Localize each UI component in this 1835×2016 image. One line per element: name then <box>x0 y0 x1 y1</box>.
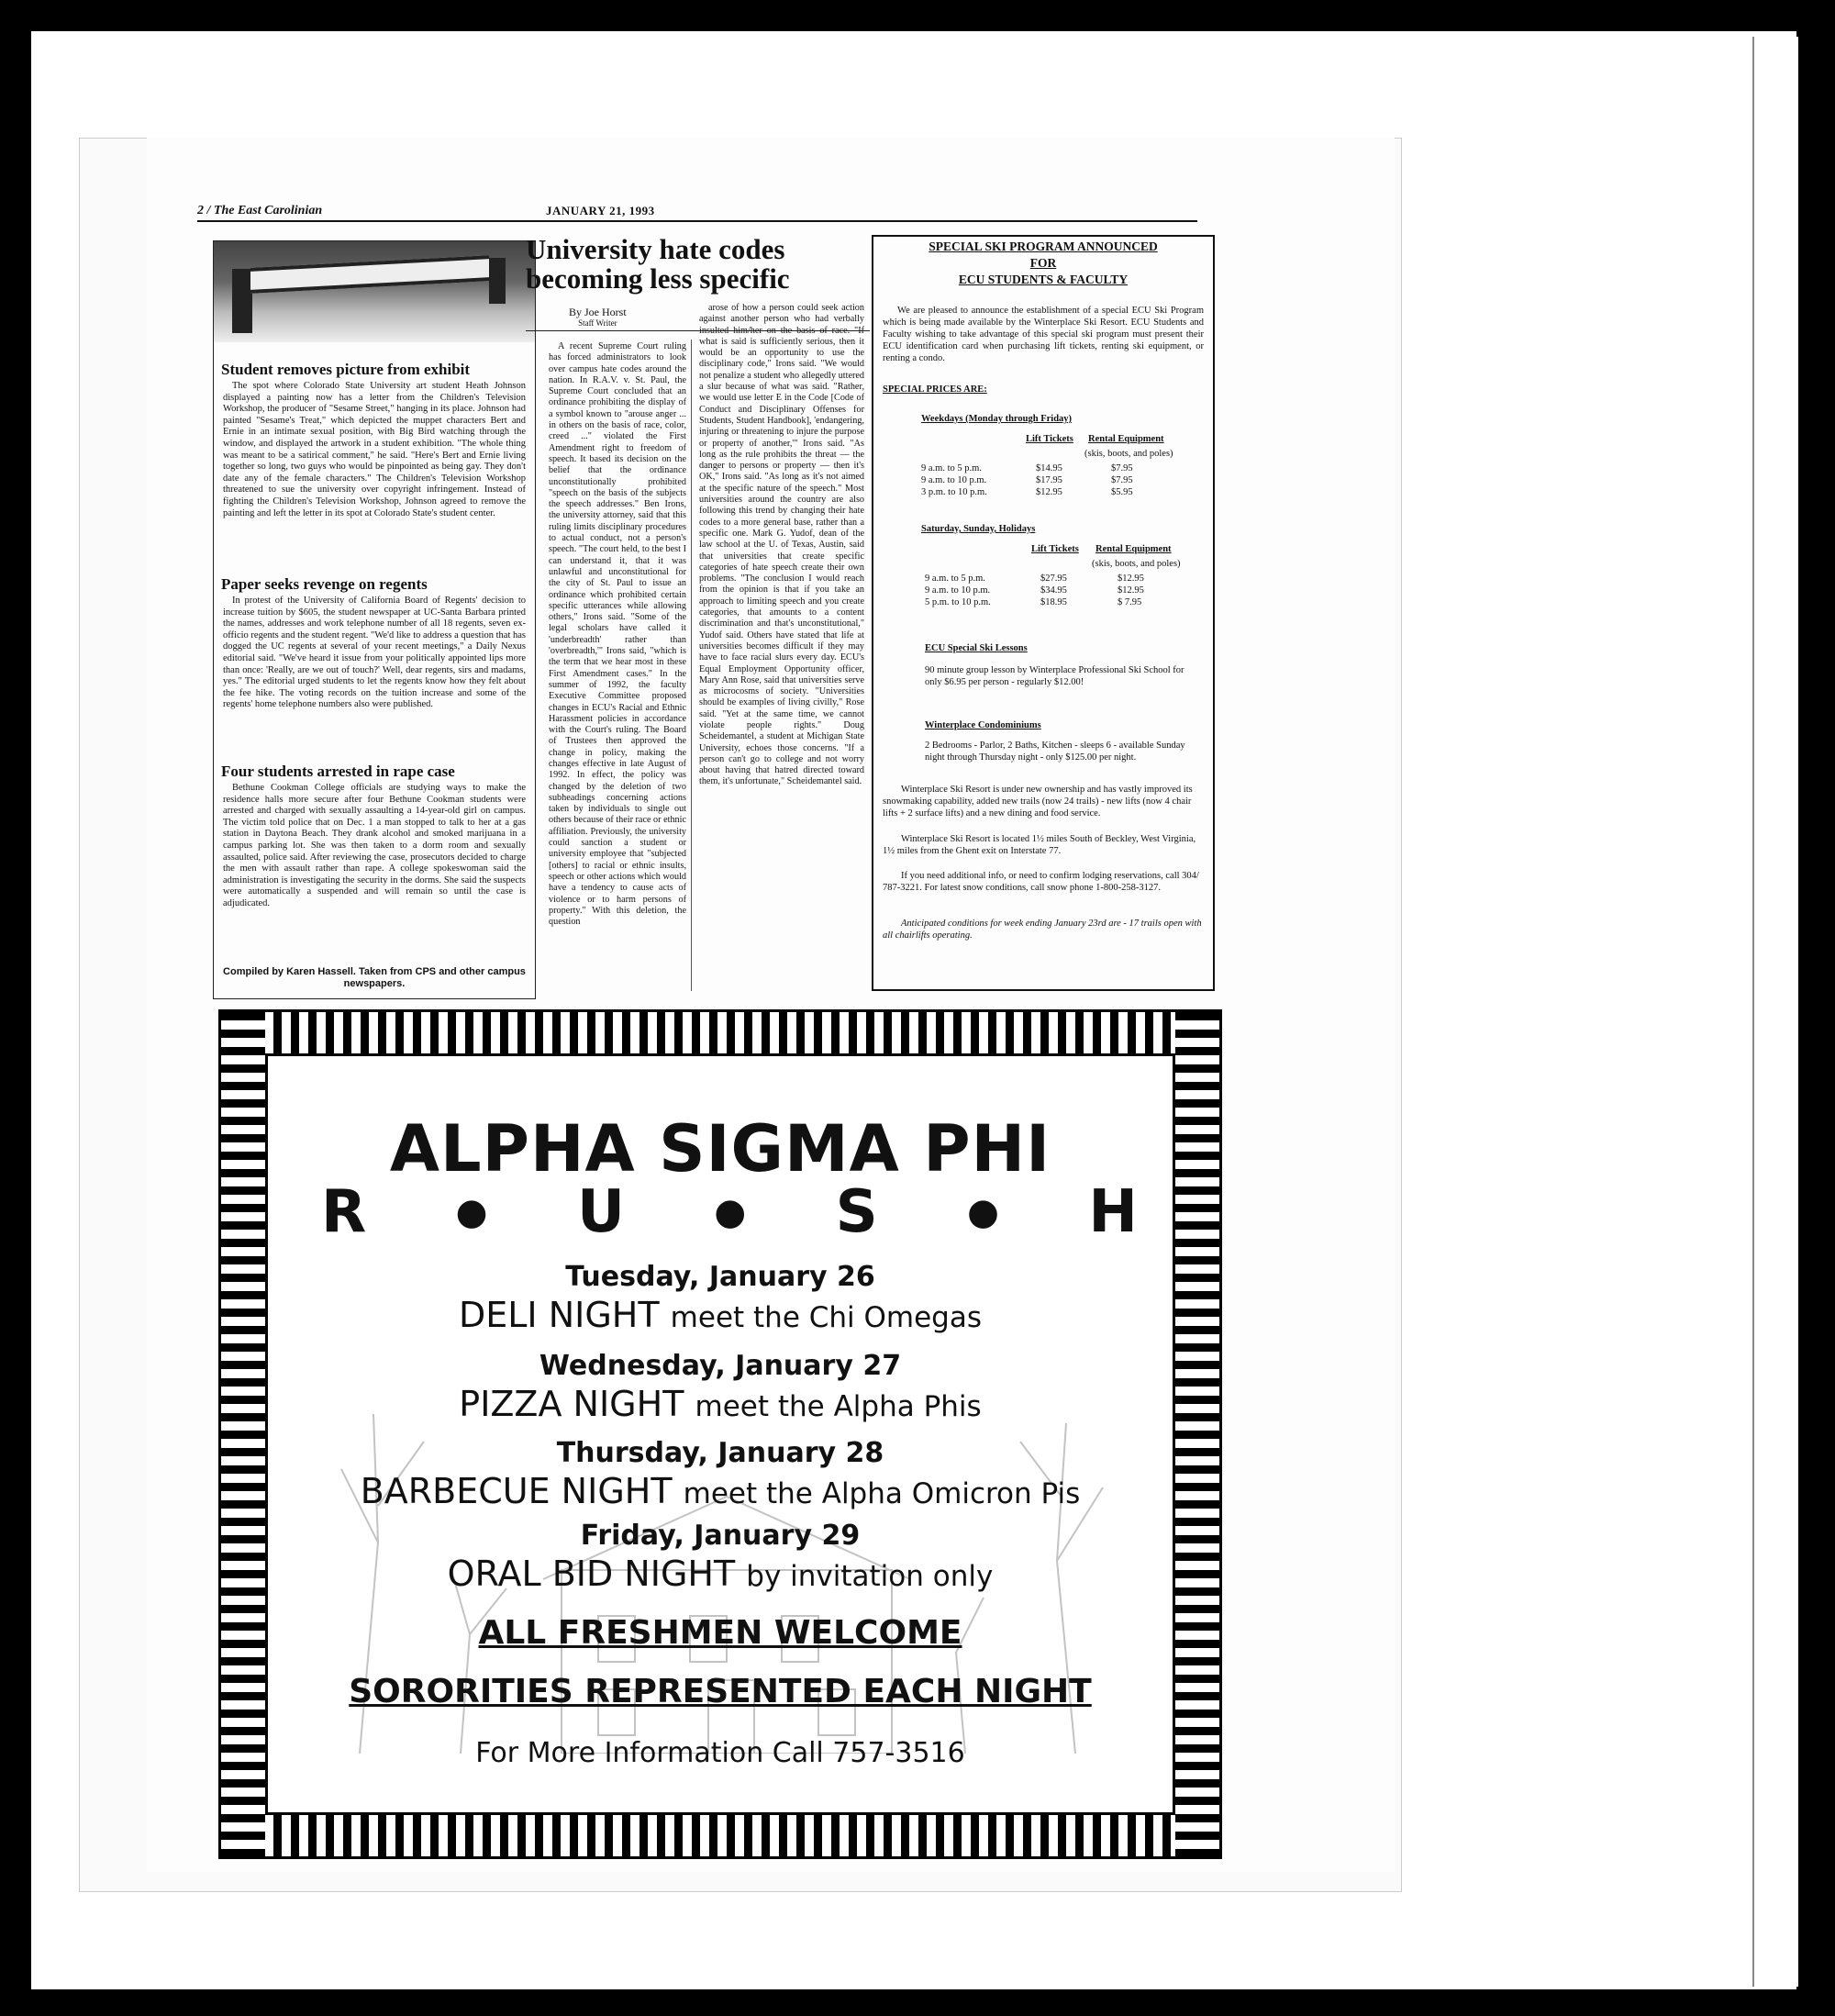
brief-body: In protest of the University of California Board of Regents' decision to increase tuition by $605, the student newspaper at UC-Santa Barbara printed the names, addresses and work telephone number of all 18 regents, seven ex-officio regents and the student regent. "We'd like to address a question that has dogged the UC regents at several of your recent meetings," a Daily Nexus editorial said. "We've heard it issue from your politically appointed lips more than once: 'Really, are we out of touch?' Well, dear regents, sirs and madams, yes." The editorial urged students to let the regents know how they felt about the fee hike. The voting records on the tuition increase and some of the regents' home telephone numbers also were published. <box>223 596 526 710</box>
story-headline: University hate codes becoming less specific <box>526 233 790 295</box>
weekend-rows <box>925 573 1163 608</box>
photo-tower <box>232 269 252 333</box>
folio-date: JANUARY 21, 1993 <box>546 204 655 217</box>
bullet-dot: ● <box>967 1191 1000 1233</box>
ski-paragraph: If you need additional info, or need to confirm lodging reservations, call 304/ 787-3221. For latest snow conditions, call snow phone 1-800-258-3127. <box>883 871 1199 893</box>
ski-intro: We are pleased to announce the establishment of a special ECU Ski Program which is being made available by the Winterplace Ski Resort. ECU Students and Faculty wishing to take advantage of this special ski program must present their ECU identification card when purchasing lift tickets, renting ski equipment, or renting a condo. <box>883 306 1204 363</box>
rush-advertisement <box>218 1009 1222 1859</box>
ad-title: ALPHA SIGMA PHI <box>389 1111 1051 1186</box>
brief-headline: Four students arrested in rape case <box>221 763 455 780</box>
story-column-a: A recent Supreme Court ruling has forced administrators to look over campus hate codes around the nation. In R.A.V. v. St. Paul, the Supreme Court concluded that an ordinance prohibiting the display of a symbol known to "arouse anger ... in others on the basis of race, color, creed ..." violated the First Amendment right to freedom of speech. It based its decision on the belief that the ordinance unconstitutionally prohibited "speech on the basis of the subjects the speech addresses." Ben Irons, the university attorney, said that this ruling limits disciplinary procedures to actual conduct, not a person's speech. "The court held, to the best I can understand it, that it was unlawful and unconstitutional for the city of St. Paul to issue an ordinance which prohibited certain specific utterances while allowing others," Irons said. "Some of the legal scholars have called it 'underbreadth' rather than 'overbreadth,'" Irons said, "which is the term that we hear most in these First Amendment cases." In the summer of 1992, the faculty Executive Committee proposed changes in ECU's Racial and Ethnic Harassment policies in accordance with the Court's ruling. The Board of Trustees then approved the change in policy, making the changes effective in late August of 1992. In effect, the policy was changed by the deletion of two subheadings concerning actions taken by individuals to single out others because of their race or ethnic affiliation. Previously, the university could sanction a student or university employee that "subjected [others] to racial or ethnic insults, speech or other actions which would have a tendency to cause acts of violence or to harm persons of property." With this deletion, the question <box>549 341 686 928</box>
ad-border-stripes <box>221 1012 1219 1053</box>
ski-title <box>873 239 1213 288</box>
col-lift: Lift Tickets <box>1031 544 1079 554</box>
story-column-b: arose of how a person could seek action against another person who had verbally insulted him/her on the basis of race. "If what is said is sufficiently serious, then it would be an opportunity to use the disciplinary code," Irons said. "We would not penalize a student who allegedly uttered a slur because of what was said. "Rather, we would use letter E in the Code [Code of Conduct and Disciplinary Offenses for Students, Student Handbook], 'endangering, injuring or threatening to injure the purpose or property of another,'" Irons said. "As long as the rule prohibits the threat — the danger to persons or property — then it's OK," Irons said. "As long as it's not aimed at the specific nature of the speech." Most universities around the country are also following this trend by changing their hate codes to a more general base, rather than a specific one. Mark G. Yudof, dean of the law school at the U. of Texas, Austin, said that universities that create specific categories of hate speech create their own problems. "The conclusion I would reach from the opinion is that if you take an approach to limiting speech and you create categories, that amounts to a content discrimination and that's unconstitutional," Yudof said. Others have stated that life at universities becomes difficult if they may have to face racial slurs every day. ECU's Equal Employment Opportunity officer, Mary Ann Rose, said that universities serve as microcosms of society. "Universities should be examples of living civilly," Rose said. "Yet at the same time, we cannot violate people rights." Doug Scheidemantel, a student at Michigan State University, echoes those concerns. "If a person can't go to college and not worry about having that hatred directed toward them, it's unfortunate," Scheidemantel said. <box>699 303 864 787</box>
col-rental: Rental Equipment <box>1088 434 1164 444</box>
event-detail: meet the Chi Omegas <box>670 1301 983 1334</box>
rental-note: (skis, boots, and poles) <box>1084 449 1173 459</box>
folio-page: 2 / The East Carolinian <box>197 204 323 217</box>
byline-author: By Joe Horst <box>569 306 627 318</box>
rush-letter: S <box>835 1178 878 1246</box>
rush-letter: U <box>576 1178 625 1246</box>
scan-border-bottom <box>0 1989 1835 2016</box>
event-line <box>268 1554 1173 1594</box>
ad-border-stripes <box>1175 1012 1219 1856</box>
brief-headline: Student removes picture from exhibit <box>221 361 471 378</box>
photo-tower <box>489 258 506 304</box>
ski-title-line: ECU STUDENTS & FACULTY <box>958 273 1129 286</box>
weekend-title: Saturday, Sunday, Holidays <box>921 524 1036 534</box>
scan-border-left <box>0 0 31 2016</box>
ski-title-line: SPECIAL SKI PROGRAM ANNOUNCED <box>929 239 1158 253</box>
price-row: 9 a.m. to 5 p.m. $14.95 $7.95 <box>921 463 1133 473</box>
event-night: ORAL BID NIGHT <box>447 1554 736 1594</box>
ski-paragraph: Winterplace Ski Resort is located 1½ miles South of Beckley, West Virginia, 1½ miles from the Ghent exit on Interstate 77. <box>883 834 1196 856</box>
ad-border-stripes <box>221 1815 1219 1856</box>
ski-program-box <box>872 235 1215 991</box>
event-night: DELI NIGHT <box>458 1295 660 1335</box>
price-row: 3 p.m. to 10 p.m. $12.95 $5.95 <box>921 487 1133 497</box>
header-photo <box>214 241 535 342</box>
info-line: For More Information Call 757-3516 <box>475 1737 965 1769</box>
weekdays-title: Weekdays (Monday through Friday) <box>921 414 1073 424</box>
event-line <box>268 1295 1173 1335</box>
brief-headline: Paper seeks revenge on regents <box>221 575 428 593</box>
lessons-title: ECU Special Ski Lessons <box>925 643 1028 653</box>
col-lift: Lift Tickets <box>1026 434 1073 444</box>
photo-bridge <box>250 255 489 294</box>
col-rental: Rental Equipment <box>1095 544 1172 554</box>
ski-title-line: FOR <box>1029 256 1057 270</box>
column-rule <box>691 340 692 991</box>
scan-margin <box>1752 37 1798 1987</box>
condo-body: 2 Bedrooms - Parlor, 2 Baths, Kitchen - sleeps 6 - available Sunday night through Thursday night - only $125.00 per night. <box>925 741 1185 763</box>
price-row: 9 a.m. to 5 p.m. $27.95 $12.95 <box>925 574 1144 584</box>
byline <box>569 306 627 329</box>
event-night: BARBECUE NIGHT <box>360 1471 673 1511</box>
rush-row <box>321 1175 1138 1249</box>
rush-letter: H <box>1088 1178 1138 1246</box>
event-line <box>268 1384 1173 1424</box>
byline-role: Staff Writer <box>578 318 617 328</box>
bullet-dot: ● <box>455 1191 488 1233</box>
event-detail: by invitation only <box>746 1560 994 1593</box>
price-row: 9 a.m. to 10 p.m. $34.95 $12.95 <box>925 585 1144 596</box>
ad-border-stripes <box>221 1012 265 1856</box>
scan-border-top <box>0 0 1835 31</box>
price-row: 9 a.m. to 10 p.m. $17.95 $7.95 <box>921 475 1133 485</box>
ad-panel <box>265 1053 1175 1815</box>
scan-border-right <box>1796 0 1835 2016</box>
sororities-line: SORORITIES REPRESENTED EACH NIGHT <box>349 1673 1092 1710</box>
rush-letter: R <box>321 1178 367 1246</box>
weekday-rows <box>921 462 1160 498</box>
bullet-dot: ● <box>714 1191 747 1233</box>
folio-line <box>197 204 1197 222</box>
event-day: Wednesday, January 27 <box>539 1350 902 1382</box>
event-day: Friday, January 29 <box>580 1520 861 1552</box>
condo-title: Winterplace Condominiums <box>925 720 1041 730</box>
brief-credit: Compiled by Karen Hassell. Taken from CPS and other campus newspapers. <box>223 966 526 989</box>
freshmen-welcome: ALL FRESHMEN WELCOME <box>478 1614 962 1652</box>
event-day: Thursday, January 28 <box>556 1437 884 1469</box>
event-night: PIZZA NIGHT <box>459 1384 684 1424</box>
event-line <box>268 1471 1173 1511</box>
event-detail: meet the Alpha Phis <box>695 1390 982 1423</box>
brief-body: The spot where Colorado State University art student Heath Johnson displayed a painting now has a letter from the Children's Television Workshop, the producer of "Sesame Street," hanging in its place. Johnson had painted "Sesame's Treat," which depicted the muppet characters Bert and Ernie in an intimate sexual position, with Big Bird watching through the window, and displayed the artwork in a student exhibition. "The whole thing was meant to be a satirical comment," he said. "Here's Bert and Ernie living together so long, two guys who would be pinpointed as being gay. They don't date any of the female characters." The Children's Television Workshop threatened to sue the university over copyright infringement. Instead of fighting the Children's Television Workshop, Johnson agreed to remove the painting and left the letter in its spot at Colorado State's student center. <box>223 381 526 518</box>
event-detail: meet the Alpha Omicron Pis <box>683 1477 1081 1510</box>
ski-paragraph: Winterplace Ski Resort is under new ownership and has vastly improved its snowmaking capability, added new trails (now 24 trails) - new lifts (now 4 chair lifts + 2 surface lifts) and a new dining and food service. <box>883 785 1193 819</box>
campus-briefs-box <box>213 240 536 999</box>
ski-paragraph: Anticipated conditions for week ending January 23rd are - 17 trails open with all chairlifts operating. <box>883 919 1202 941</box>
lessons-body: 90 minute group lesson by Winterplace Professional Ski School for only $6.95 per person - regularly $12.00! <box>925 665 1184 687</box>
special-prices-label: SPECIAL PRICES ARE: <box>883 384 987 395</box>
price-row: 5 p.m. to 10 p.m. $18.95 $ 7.95 <box>925 597 1142 607</box>
event-day: Tuesday, January 26 <box>565 1261 875 1293</box>
brief-body: Bethune Cookman College officials are studying ways to make the residence halls more secure after four Bethune Cookman students were arrested and charged with sexually assaulting a 14-year-old girl on campus. The victim told police that on Dec. 1 a man stopped to talk to her at a gas station in Daytona Beach. They drank alcohol and smoked marijuana in a campus parking lot. She was then taken to a dorm room and sexually assaulted, police said. After reviewing the case, prosecutors decided to charge the men with assault rather than rape. A college spokeswoman said the administration is investigating the security in the dorms. She said the suspects were automatically a suspended and will remain so until the case is adjudicated. <box>223 783 526 908</box>
rental-note: (skis, boots, and poles) <box>1092 559 1181 569</box>
